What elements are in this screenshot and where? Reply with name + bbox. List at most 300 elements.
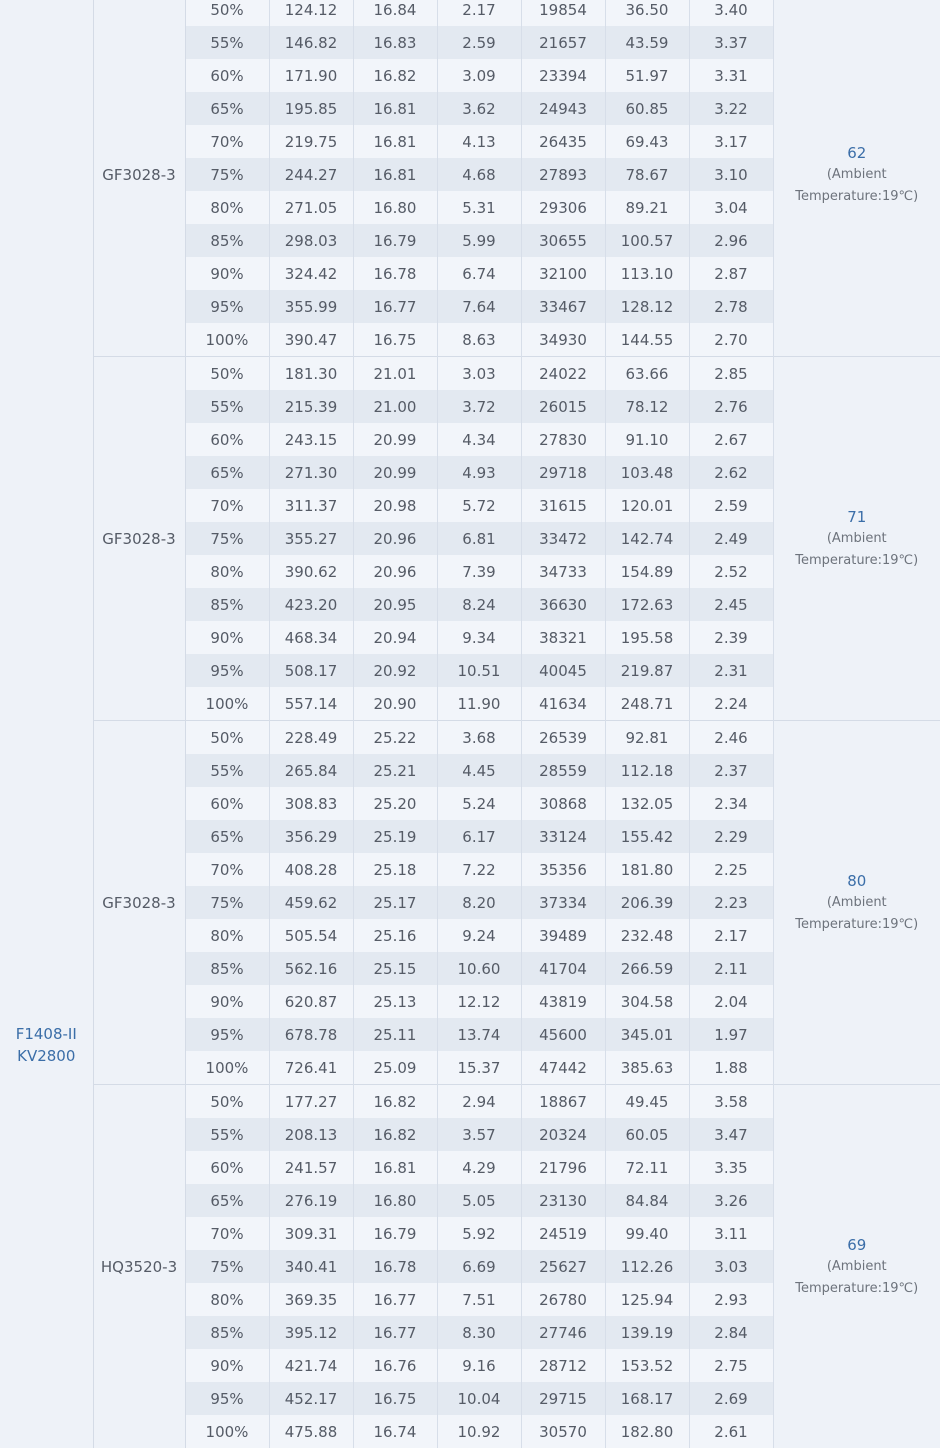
speed-cell: 24519: [521, 1217, 605, 1250]
efficiency-cell: 2.39: [689, 621, 773, 654]
speed-cell: 26539: [521, 721, 605, 755]
voltage-cell: 20.94: [353, 621, 437, 654]
load-cell: 308.83: [269, 787, 353, 820]
voltage-cell: 16.75: [353, 323, 437, 357]
voltage-cell: 16.75: [353, 1382, 437, 1415]
power-cell: 248.71: [605, 687, 689, 721]
current-cell: 4.13: [437, 125, 521, 158]
voltage-cell: 16.77: [353, 1283, 437, 1316]
current-cell: 8.63: [437, 323, 521, 357]
voltage-cell: 25.18: [353, 853, 437, 886]
voltage-cell: 16.77: [353, 290, 437, 323]
temperature-cell: [773, 1085, 940, 1448]
efficiency-cell: 2.61: [689, 1415, 773, 1448]
power-cell: 49.45: [605, 1085, 689, 1119]
power-cell: 168.17: [605, 1382, 689, 1415]
power-cell: 91.10: [605, 423, 689, 456]
temperature-note-line2: Temperature:19℃): [774, 550, 940, 572]
load-cell: 195.85: [269, 92, 353, 125]
current-cell: 3.62: [437, 92, 521, 125]
current-cell: 2.59: [437, 26, 521, 59]
throttle-cell: 90%: [185, 985, 269, 1018]
table-row: [0, 0, 940, 26]
efficiency-cell: 3.26: [689, 1184, 773, 1217]
speed-cell: 34733: [521, 555, 605, 588]
efficiency-cell: 2.78: [689, 290, 773, 323]
voltage-cell: 20.95: [353, 588, 437, 621]
load-cell: 241.57: [269, 1151, 353, 1184]
throttle-cell: 75%: [185, 1250, 269, 1283]
current-cell: 10.51: [437, 654, 521, 687]
throttle-cell: 85%: [185, 224, 269, 257]
efficiency-cell: 2.49: [689, 522, 773, 555]
speed-cell: 43819: [521, 985, 605, 1018]
throttle-cell: 60%: [185, 1151, 269, 1184]
voltage-cell: 25.15: [353, 952, 437, 985]
propeller-cell: GF3028-3: [93, 0, 185, 357]
speed-cell: 30655: [521, 224, 605, 257]
current-cell: 2.17: [437, 0, 521, 26]
voltage-cell: 16.82: [353, 59, 437, 92]
efficiency-cell: 2.67: [689, 423, 773, 456]
power-cell: 89.21: [605, 191, 689, 224]
voltage-cell: 16.80: [353, 191, 437, 224]
efficiency-cell: 2.69: [689, 1382, 773, 1415]
load-cell: 124.12: [269, 0, 353, 26]
throttle-cell: 100%: [185, 1051, 269, 1085]
speed-cell: 21657: [521, 26, 605, 59]
throttle-cell: 50%: [185, 357, 269, 391]
voltage-cell: 16.79: [353, 1217, 437, 1250]
voltage-cell: 20.99: [353, 423, 437, 456]
speed-cell: 27830: [521, 423, 605, 456]
voltage-cell: 20.96: [353, 555, 437, 588]
power-cell: 304.58: [605, 985, 689, 1018]
speed-cell: 24943: [521, 92, 605, 125]
voltage-cell: 16.79: [353, 224, 437, 257]
propeller-cell: HQ3520-3: [93, 1085, 185, 1448]
current-cell: 12.12: [437, 985, 521, 1018]
load-cell: 390.47: [269, 323, 353, 357]
load-cell: 244.27: [269, 158, 353, 191]
load-cell: 369.35: [269, 1283, 353, 1316]
power-cell: 172.63: [605, 588, 689, 621]
voltage-cell: 25.20: [353, 787, 437, 820]
throttle-cell: 65%: [185, 456, 269, 489]
efficiency-cell: 2.76: [689, 390, 773, 423]
throttle-cell: 75%: [185, 158, 269, 191]
current-cell: 4.29: [437, 1151, 521, 1184]
throttle-cell: 80%: [185, 555, 269, 588]
throttle-cell: 55%: [185, 390, 269, 423]
power-cell: 155.42: [605, 820, 689, 853]
current-cell: 2.94: [437, 1085, 521, 1119]
load-cell: 276.19: [269, 1184, 353, 1217]
efficiency-cell: 2.11: [689, 952, 773, 985]
efficiency-cell: 2.85: [689, 357, 773, 391]
current-cell: 3.72: [437, 390, 521, 423]
power-cell: 103.48: [605, 456, 689, 489]
speed-cell: 23394: [521, 59, 605, 92]
efficiency-cell: 1.97: [689, 1018, 773, 1051]
load-cell: 340.41: [269, 1250, 353, 1283]
temperature-note-line2: Temperature:19℃): [774, 914, 940, 936]
load-cell: 219.75: [269, 125, 353, 158]
speed-cell: 47442: [521, 1051, 605, 1085]
efficiency-cell: 2.24: [689, 687, 773, 721]
load-cell: 215.39: [269, 390, 353, 423]
speed-cell: 41634: [521, 687, 605, 721]
voltage-cell: 16.74: [353, 1415, 437, 1448]
speed-cell: 23130: [521, 1184, 605, 1217]
temperature-note-line2: Temperature:19℃): [774, 186, 940, 208]
speed-cell: 32100: [521, 257, 605, 290]
current-cell: 5.31: [437, 191, 521, 224]
speed-cell: 38321: [521, 621, 605, 654]
speed-cell: 30868: [521, 787, 605, 820]
current-cell: 11.90: [437, 687, 521, 721]
efficiency-cell: 2.29: [689, 820, 773, 853]
speed-cell: 27893: [521, 158, 605, 191]
voltage-cell: 16.81: [353, 125, 437, 158]
current-cell: 3.57: [437, 1118, 521, 1151]
voltage-cell: 20.99: [353, 456, 437, 489]
power-cell: 99.40: [605, 1217, 689, 1250]
power-cell: 142.74: [605, 522, 689, 555]
load-cell: 177.27: [269, 1085, 353, 1119]
efficiency-cell: 2.25: [689, 853, 773, 886]
load-cell: 324.42: [269, 257, 353, 290]
throttle-cell: 60%: [185, 787, 269, 820]
speed-cell: 34930: [521, 323, 605, 357]
power-cell: 84.84: [605, 1184, 689, 1217]
power-cell: 36.50: [605, 0, 689, 26]
load-cell: 228.49: [269, 721, 353, 755]
throttle-cell: 100%: [185, 1415, 269, 1448]
speed-cell: 28559: [521, 754, 605, 787]
current-cell: 13.74: [437, 1018, 521, 1051]
throttle-cell: 80%: [185, 191, 269, 224]
current-cell: 6.81: [437, 522, 521, 555]
voltage-cell: 25.19: [353, 820, 437, 853]
power-cell: 43.59: [605, 26, 689, 59]
voltage-cell: 20.98: [353, 489, 437, 522]
speed-cell: 37334: [521, 886, 605, 919]
speed-cell: 36630: [521, 588, 605, 621]
power-cell: 181.80: [605, 853, 689, 886]
load-cell: 421.74: [269, 1349, 353, 1382]
throttle-cell: 70%: [185, 853, 269, 886]
efficiency-cell: 2.70: [689, 323, 773, 357]
power-cell: 132.05: [605, 787, 689, 820]
throttle-cell: 70%: [185, 125, 269, 158]
throttle-cell: 55%: [185, 26, 269, 59]
current-cell: 3.09: [437, 59, 521, 92]
power-cell: 266.59: [605, 952, 689, 985]
temperature-note-line1: (Ambient: [774, 164, 940, 186]
table-row: [0, 357, 940, 391]
voltage-cell: 25.21: [353, 754, 437, 787]
current-cell: 5.92: [437, 1217, 521, 1250]
power-cell: 153.52: [605, 1349, 689, 1382]
throttle-cell: 65%: [185, 92, 269, 125]
throttle-cell: 95%: [185, 290, 269, 323]
speed-cell: 26435: [521, 125, 605, 158]
voltage-cell: 16.80: [353, 1184, 437, 1217]
efficiency-cell: 3.10: [689, 158, 773, 191]
load-cell: 146.82: [269, 26, 353, 59]
efficiency-cell: 2.23: [689, 886, 773, 919]
current-cell: 9.34: [437, 621, 521, 654]
power-cell: 51.97: [605, 59, 689, 92]
load-cell: 678.78: [269, 1018, 353, 1051]
voltage-cell: 16.83: [353, 26, 437, 59]
power-cell: 139.19: [605, 1316, 689, 1349]
load-cell: 309.31: [269, 1217, 353, 1250]
power-cell: 92.81: [605, 721, 689, 755]
speed-cell: 19854: [521, 0, 605, 26]
voltage-cell: 16.84: [353, 0, 437, 26]
current-cell: 6.69: [437, 1250, 521, 1283]
load-cell: 468.34: [269, 621, 353, 654]
power-cell: 78.12: [605, 390, 689, 423]
power-cell: 195.58: [605, 621, 689, 654]
throttle-cell: 65%: [185, 1184, 269, 1217]
motor-model-cell: [0, 0, 93, 1448]
temperature-note-line1: (Ambient: [774, 1256, 940, 1278]
power-cell: 112.26: [605, 1250, 689, 1283]
power-cell: 100.57: [605, 224, 689, 257]
efficiency-cell: 2.87: [689, 257, 773, 290]
speed-cell: 28712: [521, 1349, 605, 1382]
load-cell: 620.87: [269, 985, 353, 1018]
current-cell: 5.24: [437, 787, 521, 820]
current-cell: 7.64: [437, 290, 521, 323]
current-cell: 8.30: [437, 1316, 521, 1349]
voltage-cell: 25.16: [353, 919, 437, 952]
load-cell: 356.29: [269, 820, 353, 853]
load-cell: 265.84: [269, 754, 353, 787]
throttle-cell: 90%: [185, 1349, 269, 1382]
speed-cell: 29306: [521, 191, 605, 224]
current-cell: 4.34: [437, 423, 521, 456]
propeller-cell: GF3028-3: [93, 721, 185, 1085]
power-cell: 113.10: [605, 257, 689, 290]
current-cell: 4.45: [437, 754, 521, 787]
efficiency-cell: 2.31: [689, 654, 773, 687]
current-cell: 4.93: [437, 456, 521, 489]
throttle-cell: 95%: [185, 1018, 269, 1051]
speed-cell: 24022: [521, 357, 605, 391]
power-cell: 128.12: [605, 290, 689, 323]
load-cell: 508.17: [269, 654, 353, 687]
efficiency-cell: 1.88: [689, 1051, 773, 1085]
throttle-cell: 85%: [185, 952, 269, 985]
throttle-cell: 90%: [185, 621, 269, 654]
motor-kv: KV2800: [17, 1047, 75, 1065]
throttle-cell: 50%: [185, 721, 269, 755]
power-cell: 154.89: [605, 555, 689, 588]
throttle-cell: 80%: [185, 919, 269, 952]
throttle-cell: 50%: [185, 0, 269, 26]
power-cell: 120.01: [605, 489, 689, 522]
speed-cell: 39489: [521, 919, 605, 952]
efficiency-cell: 3.47: [689, 1118, 773, 1151]
power-cell: 112.18: [605, 754, 689, 787]
load-cell: 271.05: [269, 191, 353, 224]
efficiency-cell: 3.22: [689, 92, 773, 125]
throttle-cell: 95%: [185, 654, 269, 687]
voltage-cell: 16.81: [353, 92, 437, 125]
voltage-cell: 16.76: [353, 1349, 437, 1382]
speed-cell: 33472: [521, 522, 605, 555]
motor-model: F1408-II: [16, 1025, 77, 1043]
efficiency-cell: 3.40: [689, 0, 773, 26]
efficiency-cell: 2.34: [689, 787, 773, 820]
voltage-cell: 25.09: [353, 1051, 437, 1085]
efficiency-cell: 2.96: [689, 224, 773, 257]
current-cell: 3.03: [437, 357, 521, 391]
load-cell: 408.28: [269, 853, 353, 886]
power-cell: 78.67: [605, 158, 689, 191]
power-cell: 345.01: [605, 1018, 689, 1051]
efficiency-cell: 2.37: [689, 754, 773, 787]
voltage-cell: 20.90: [353, 687, 437, 721]
voltage-cell: 25.22: [353, 721, 437, 755]
current-cell: 6.74: [437, 257, 521, 290]
efficiency-cell: 3.31: [689, 59, 773, 92]
speed-cell: 29718: [521, 456, 605, 489]
throttle-cell: 55%: [185, 1118, 269, 1151]
current-cell: 7.22: [437, 853, 521, 886]
temperature-cell: [773, 357, 940, 721]
load-cell: 171.90: [269, 59, 353, 92]
speed-cell: 21796: [521, 1151, 605, 1184]
efficiency-cell: 2.52: [689, 555, 773, 588]
throttle-cell: 80%: [185, 1283, 269, 1316]
voltage-cell: 16.77: [353, 1316, 437, 1349]
power-cell: 72.11: [605, 1151, 689, 1184]
voltage-cell: 16.81: [353, 1151, 437, 1184]
voltage-cell: 16.78: [353, 257, 437, 290]
power-cell: 60.85: [605, 92, 689, 125]
speed-cell: 35356: [521, 853, 605, 886]
load-cell: 311.37: [269, 489, 353, 522]
efficiency-cell: 3.03: [689, 1250, 773, 1283]
throttle-cell: 70%: [185, 489, 269, 522]
efficiency-cell: 3.04: [689, 191, 773, 224]
throttle-cell: 85%: [185, 1316, 269, 1349]
temperature-note-line1: (Ambient: [774, 528, 940, 550]
load-cell: 459.62: [269, 886, 353, 919]
load-cell: 181.30: [269, 357, 353, 391]
load-cell: 208.13: [269, 1118, 353, 1151]
current-cell: 6.17: [437, 820, 521, 853]
throttle-cell: 50%: [185, 1085, 269, 1119]
load-cell: 505.54: [269, 919, 353, 952]
table-row: [0, 721, 940, 755]
speed-cell: 33124: [521, 820, 605, 853]
throttle-cell: 100%: [185, 687, 269, 721]
efficiency-cell: 3.35: [689, 1151, 773, 1184]
temperature-value: 62: [774, 142, 940, 164]
voltage-cell: 21.01: [353, 357, 437, 391]
speed-cell: 18867: [521, 1085, 605, 1119]
load-cell: 395.12: [269, 1316, 353, 1349]
speed-cell: 33467: [521, 290, 605, 323]
load-cell: 390.62: [269, 555, 353, 588]
current-cell: 7.39: [437, 555, 521, 588]
efficiency-cell: 3.17: [689, 125, 773, 158]
current-cell: 5.99: [437, 224, 521, 257]
power-cell: 144.55: [605, 323, 689, 357]
power-cell: 219.87: [605, 654, 689, 687]
load-cell: 452.17: [269, 1382, 353, 1415]
speed-cell: 30570: [521, 1415, 605, 1448]
table-row: [0, 1085, 940, 1119]
efficiency-cell: 2.62: [689, 456, 773, 489]
throttle-cell: 60%: [185, 59, 269, 92]
throttle-cell: 70%: [185, 1217, 269, 1250]
load-cell: 298.03: [269, 224, 353, 257]
current-cell: 7.51: [437, 1283, 521, 1316]
throttle-cell: 60%: [185, 423, 269, 456]
current-cell: 5.05: [437, 1184, 521, 1217]
current-cell: 8.20: [437, 886, 521, 919]
speed-cell: 26015: [521, 390, 605, 423]
efficiency-cell: 2.17: [689, 919, 773, 952]
power-cell: 206.39: [605, 886, 689, 919]
voltage-cell: 25.17: [353, 886, 437, 919]
speed-cell: 29715: [521, 1382, 605, 1415]
load-cell: 271.30: [269, 456, 353, 489]
speed-cell: 20324: [521, 1118, 605, 1151]
load-cell: 355.99: [269, 290, 353, 323]
load-cell: 423.20: [269, 588, 353, 621]
current-cell: 10.60: [437, 952, 521, 985]
voltage-cell: 16.82: [353, 1085, 437, 1119]
voltage-cell: 20.96: [353, 522, 437, 555]
voltage-cell: 25.13: [353, 985, 437, 1018]
voltage-cell: 16.82: [353, 1118, 437, 1151]
load-cell: 726.41: [269, 1051, 353, 1085]
throttle-cell: 85%: [185, 588, 269, 621]
power-cell: 232.48: [605, 919, 689, 952]
voltage-cell: 20.92: [353, 654, 437, 687]
propeller-cell: GF3028-3: [93, 357, 185, 721]
temperature-value: 69: [774, 1234, 940, 1256]
power-cell: 385.63: [605, 1051, 689, 1085]
efficiency-cell: 2.93: [689, 1283, 773, 1316]
speed-cell: 25627: [521, 1250, 605, 1283]
speed-cell: 31615: [521, 489, 605, 522]
power-cell: 182.80: [605, 1415, 689, 1448]
temperature-note-line1: (Ambient: [774, 892, 940, 914]
throttle-cell: 100%: [185, 323, 269, 357]
efficiency-cell: 2.46: [689, 721, 773, 755]
current-cell: 3.68: [437, 721, 521, 755]
temperature-value: 71: [774, 506, 940, 528]
throttle-cell: 55%: [185, 754, 269, 787]
voltage-cell: 25.11: [353, 1018, 437, 1051]
speed-cell: 26780: [521, 1283, 605, 1316]
temperature-cell: [773, 721, 940, 1085]
speed-cell: 41704: [521, 952, 605, 985]
load-cell: 562.16: [269, 952, 353, 985]
efficiency-cell: 2.45: [689, 588, 773, 621]
load-cell: 355.27: [269, 522, 353, 555]
current-cell: 5.72: [437, 489, 521, 522]
